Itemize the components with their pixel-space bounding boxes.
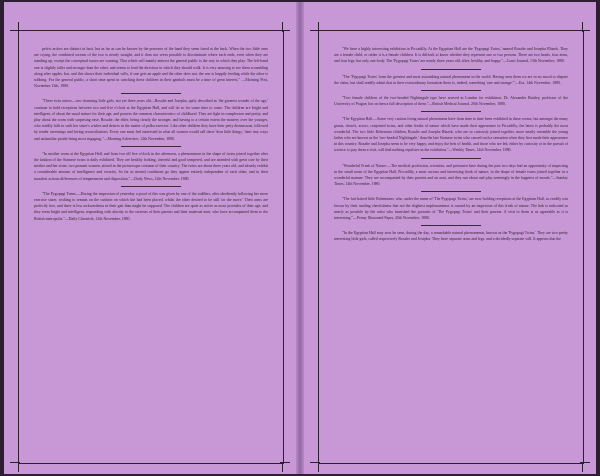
corner-mark <box>318 462 319 472</box>
left-page <box>4 2 296 474</box>
book-gutter <box>296 2 304 474</box>
paragraph: "The Pygopagi Twins.—During the inspection of yesterday a proof of this was given by one of the toddlers, after obediently following her more exercise sister, wishing to remain on the cushion on which she had been placed, whilst the other desired to be still 'on the move.' Their arms are perfectly free, and there is less awkwardness in their gait than might be supposed. The children are quite as active as most juveniles of their age, and they seem bright and intelligent, responding with alacrity to the caresses of their parents and their maternal aunt, who have accompanied them to the British metropolis."—Daily Chronicle, 12th November, 1880. <box>34 191 268 221</box>
corner-mark <box>582 22 583 32</box>
corner-mark <box>18 462 19 472</box>
paragraph: "The fair-haired little Bohemians, who, under the name of 'The Pygopagi Twins,' are now holding receptions at the Egyptian Hall, so readily win favour by their smiling cheerfulness that not the slightest unpleasantness is caused by an inspection of this freak of nature. The link is indicated as nearly as possible by the artist who furnished the portraits of 'The Pygopagi Twins' and their parents. A visit to them is as agreeable as it is interesting."—Penny Illustrated Paper, 20th November, 1880. <box>334 197 568 221</box>
corner-mark <box>18 22 19 32</box>
corner-mark <box>582 462 583 472</box>
corner-mark <box>282 462 283 472</box>
divider <box>421 111 481 112</box>
paragraph: "Wonderful Freak of Nature.—The medical profession, scientists, and pressmen have during the past two days had an opportunity of inspecting in the small room of the Egyptian Hall, Piccadilly, a most curious and interesting freak of nature, in the shape of female twins joined together in a wonderful manner. They are accompanied by their parents and an aunt, and they run about and play seemingly in the happiest of moods."—Sunday Times, 14th November, 1880. <box>334 163 568 187</box>
divider <box>121 186 181 187</box>
right-page <box>304 2 596 474</box>
paragraph: "The Egyptian Hall.—Some very curious living natural phenomena have from time to time been exhibited in these rooms; but amongst the many giants, dwarfs, actors, conjoined twins, and other freaks of nature which have made their appearance in Piccadilly, the latest is probably the most wonderful. The two little Bohemian children, Rosalie and Josepha Blazek, who are so curiously joined together, more nearly resemble the young ladies who are known as the 'two-headed Nightingale,' than the late Siamese twins who caused such a sensation when they first made their appearance in this country. Rosalie and Josepha seem to be very happy, and enjoy the best of health, and those who are led, either by curiosity or in the pursuit of science, to pay them a visit, will find nothing repulsive in the exhibition."—Weekly Times, 14th November, 1880. <box>334 117 568 153</box>
divider <box>121 93 181 94</box>
right-page-text <box>334 46 568 246</box>
paragraph: "These twin sisters—two charming little girls, not yet three years old—Rosalie and Josepha, aptly described as 'the greatest wonder of the age,' continue to hold receptions between two and five o'clock at the Egyptian Hall, and will do so for some time to come. The children are bright and intelligent, of about the usual stature for their age, and possess the common characteristics of childhood. They are light in complexion and pretty, and play about the room with surprising ease, Rosalie, the elder, being clearly the stronger, and having to a certain extent the mastery over the younger, who readily falls in with her sister's wishes and desires in the matter of polka exercise. Like other children they have their petty dissensions, followed by tender caressings and loving reconciliations. Every one must feel interested in what all women would call these 'dear little things,' their tiny ways and unfamiliar prattle being most engaging."—Morning Advertiser, 12th November, 1880. <box>34 99 268 141</box>
divider <box>421 69 481 70</box>
paragraph: "In the Egyptian Hall may now be seen, during the day, a remarkable natural phenomenon, known as the 'Pygopagi Twins.' They are two pretty interesting little girls, called respectively Rosalie and Josepha. They have separate arms and legs, and a decidedly separate will. It appears that the <box>334 231 568 242</box>
corner-mark <box>318 22 319 32</box>
divider <box>121 146 181 147</box>
divider <box>421 90 481 91</box>
paragraph: "We have a highly interesting exhibition in Piccadilly. At the Egyptian Hall are the 'Pygopagi Twins,' named Rosalie and Josepha Blazek. They are a female child, or rather it is a female children. It is difficult to know whether they represent one or two persons. There are two heads, four arms, and four legs, but only one body. The 'Pygopagi Twins' are nearly three years old, alive, healthy, and happy."—Court Journal, 13th November, 1880. <box>334 47 568 64</box>
divider <box>421 225 481 226</box>
divider <box>421 191 481 192</box>
document-spread <box>4 2 596 474</box>
paragraph: "The 'Pygopagi Twins' form the greatest and most astonishing natural phenomena in the world. Having seen them we are in no mood to dispute the claim, but shall readily admit that in their extraordinary formation there is, indeed, something 'rare and strange.'"—Era, 14th November, 1880. <box>334 74 568 85</box>
paragraph: "Two female children of the two-headed Nightingale type have arrived in London for exhibition. Dr. Alexander Brinley, professor of the University of Prague, has written a full description of them."—British Medical Journal, 20th November, 1880. <box>334 96 568 107</box>
paragraph: pelvic arches are distinct in bust, but as far as can be known by the presence of the hand they seem fused at the back. When the two little ones are crying, the combined scream of the two is nearly straight, and it does not seem possible to discriminate where each ends, even when they are standing up, except the conceptual issues are wanting. That which will mainly interest the general public is the way in which they play. The left-hand one is slightly taller and stronger than the other, and seems to lead the direction in which they should walk. It is very amusing to see them scrambling along after apples, but, and this shows their individual wills, if one gets an apple and the other does not, the one is happily feeding while the other is sobbing. For the general public, a short time spent in watching these children in their gambols must be a time of great interest." —Morning Post, November 13th, 1880. <box>34 47 268 89</box>
divider <box>421 158 481 159</box>
corner-mark <box>282 22 283 32</box>
left-page-text <box>34 46 268 225</box>
paragraph: "In another room at the Egyptian Hall, and from two till five o'clock in the afternoon, a phenomenon in the shape of twins joined together after the fashion of the Siamese twins is daily exhibited. They are healthy looking, cheerful and good tempered, and are attended with great care by their mother and her sister, two peasant women, attired in the picturesque costume of their country. The twins are about three years old, and already exhibit a considerable amount of intelligence and vivacity. So far as mental conditions go they appear entirely independent of each other, and in their manifest actions differences of temperament and disposition."—Daily News, 12th November, 1880. <box>34 151 268 181</box>
